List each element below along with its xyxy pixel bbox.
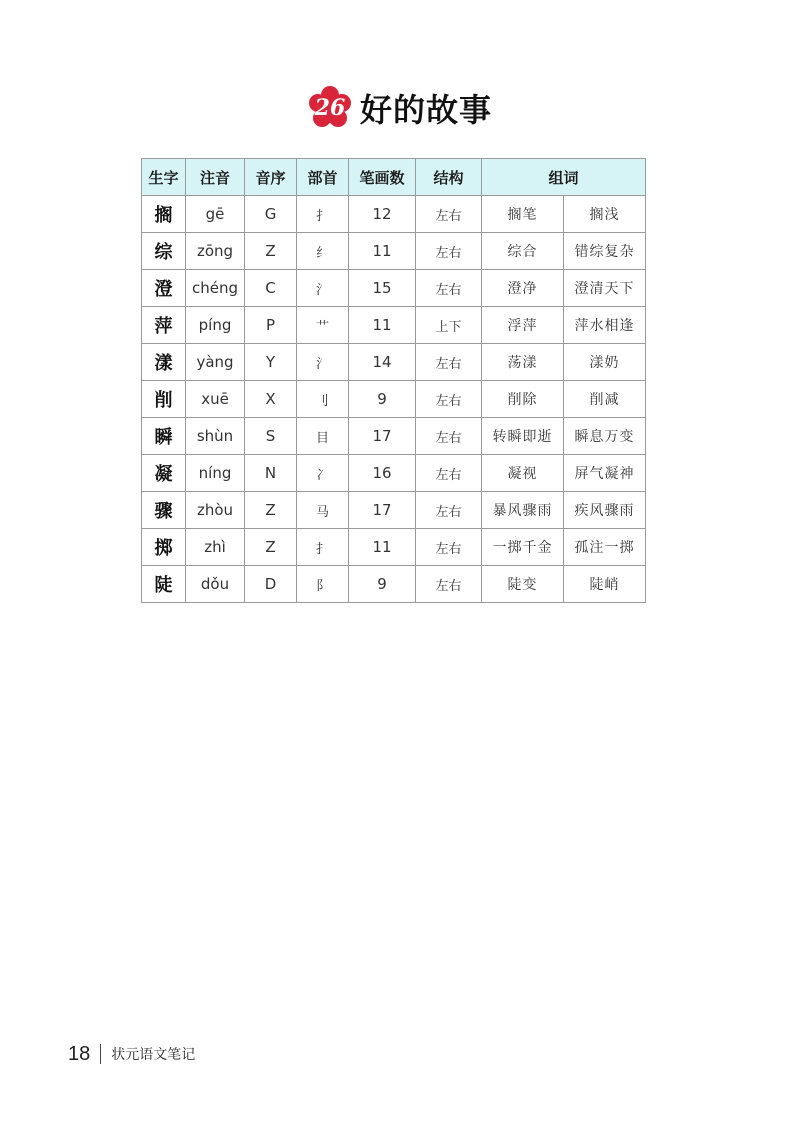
cell-structure: 左右 — [416, 529, 482, 566]
table-row — [142, 344, 646, 381]
cell-order: Z — [245, 529, 297, 566]
cell-radical: 纟 — [297, 233, 349, 270]
cell-char: 澄 — [142, 270, 186, 307]
cell-word-2: 漾奶 — [564, 344, 646, 381]
cell-word-1: 转瞬即逝 — [482, 418, 564, 455]
table-header-row — [142, 159, 646, 196]
header-char: 生字 — [142, 159, 186, 196]
cell-order: S — [245, 418, 297, 455]
cell-pinyin: xuē — [186, 381, 245, 418]
header-pinyin: 注音 — [186, 159, 245, 196]
cell-char: 骤 — [142, 492, 186, 529]
cell-structure: 左右 — [416, 492, 482, 529]
cell-pinyin: píng — [186, 307, 245, 344]
book-title: 状元语文笔记 — [111, 1047, 196, 1063]
cell-word-1: 削除 — [482, 381, 564, 418]
cell-word-2: 瞬息万变 — [564, 418, 646, 455]
page-number: 18 — [68, 1042, 91, 1065]
cell-structure: 左右 — [416, 270, 482, 307]
footer-divider — [100, 1044, 101, 1064]
cell-word-1: 浮萍 — [482, 307, 564, 344]
cell-pinyin: yàng — [186, 344, 245, 381]
cell-word-1: 陡变 — [482, 566, 564, 603]
cell-radical: 马 — [297, 492, 349, 529]
cell-strokes: 11 — [349, 307, 416, 344]
cell-char: 漾 — [142, 344, 186, 381]
cell-strokes: 9 — [349, 566, 416, 603]
table-row — [142, 492, 646, 529]
cell-word-2: 削减 — [564, 381, 646, 418]
cell-pinyin: níng — [186, 455, 245, 492]
cell-strokes: 17 — [349, 418, 416, 455]
cell-word-2: 疾风骤雨 — [564, 492, 646, 529]
cell-order: P — [245, 307, 297, 344]
cell-pinyin: dǒu — [186, 566, 245, 603]
cell-pinyin: zōng — [186, 233, 245, 270]
cell-order: D — [245, 566, 297, 603]
cell-radical: 氵 — [297, 344, 349, 381]
cell-char: 掷 — [142, 529, 186, 566]
lesson-title: 好的故事 — [359, 91, 492, 129]
cell-char: 瞬 — [142, 418, 186, 455]
table-row — [142, 307, 646, 344]
cell-radical: 艹 — [297, 307, 349, 344]
cell-order: Z — [245, 233, 297, 270]
cell-word-1: 搁笔 — [482, 196, 564, 233]
table-row — [142, 455, 646, 492]
cell-structure: 左右 — [416, 381, 482, 418]
cell-word-1: 澄净 — [482, 270, 564, 307]
table-row — [142, 196, 646, 233]
table-row — [142, 381, 646, 418]
cell-char: 萍 — [142, 307, 186, 344]
cell-order: X — [245, 381, 297, 418]
lesson-header — [0, 80, 800, 136]
cell-radical: 阝 — [297, 566, 349, 603]
cell-strokes: 17 — [349, 492, 416, 529]
cell-word-2: 澄清天下 — [564, 270, 646, 307]
cell-word-1: 荡漾 — [482, 344, 564, 381]
table-row — [142, 529, 646, 566]
page-footer — [68, 1040, 195, 1068]
cell-order: N — [245, 455, 297, 492]
cell-word-2: 屏气凝神 — [564, 455, 646, 492]
cell-radical: 扌 — [297, 529, 349, 566]
cell-order: Z — [245, 492, 297, 529]
cell-order: G — [245, 196, 297, 233]
cell-radical: 扌 — [297, 196, 349, 233]
lesson-number: 26 — [314, 95, 346, 121]
cell-strokes: 9 — [349, 381, 416, 418]
cell-radical: 氵 — [297, 270, 349, 307]
lesson-number-badge — [308, 86, 352, 130]
header-strokes: 笔画数 — [349, 159, 416, 196]
cell-strokes: 15 — [349, 270, 416, 307]
table-row — [142, 418, 646, 455]
cell-order: Y — [245, 344, 297, 381]
cell-word-2: 孤注一掷 — [564, 529, 646, 566]
cell-char: 削 — [142, 381, 186, 418]
cell-word-1: 一掷千金 — [482, 529, 564, 566]
cell-radical: 冫 — [297, 455, 349, 492]
cell-word-2: 错综复杂 — [564, 233, 646, 270]
cell-pinyin: zhì — [186, 529, 245, 566]
cell-structure: 左右 — [416, 233, 482, 270]
cell-word-2: 萍水相逢 — [564, 307, 646, 344]
cell-strokes: 14 — [349, 344, 416, 381]
cell-char: 搁 — [142, 196, 186, 233]
table-row — [142, 270, 646, 307]
vocabulary-table — [141, 158, 646, 603]
header-radical: 部首 — [297, 159, 349, 196]
cell-word-1: 暴风骤雨 — [482, 492, 564, 529]
cell-strokes: 16 — [349, 455, 416, 492]
cell-pinyin: chéng — [186, 270, 245, 307]
cell-structure: 左右 — [416, 566, 482, 603]
cell-strokes: 11 — [349, 233, 416, 270]
cell-strokes: 11 — [349, 529, 416, 566]
cell-pinyin: gē — [186, 196, 245, 233]
cell-word-2: 搁浅 — [564, 196, 646, 233]
cell-pinyin: shùn — [186, 418, 245, 455]
header-structure: 结构 — [416, 159, 482, 196]
cell-structure: 左右 — [416, 418, 482, 455]
table-row — [142, 233, 646, 270]
cell-strokes: 12 — [349, 196, 416, 233]
cell-radical: 刂 — [297, 381, 349, 418]
cell-structure: 上下 — [416, 307, 482, 344]
cell-structure: 左右 — [416, 196, 482, 233]
cell-order: C — [245, 270, 297, 307]
cell-word-2: 陡峭 — [564, 566, 646, 603]
cell-char: 综 — [142, 233, 186, 270]
cell-pinyin: zhòu — [186, 492, 245, 529]
header-order: 音序 — [245, 159, 297, 196]
cell-word-1: 综合 — [482, 233, 564, 270]
cell-word-1: 凝视 — [482, 455, 564, 492]
cell-char: 陡 — [142, 566, 186, 603]
cell-structure: 左右 — [416, 455, 482, 492]
cell-char: 凝 — [142, 455, 186, 492]
header-words: 组词 — [482, 159, 646, 196]
cell-structure: 左右 — [416, 344, 482, 381]
table-row — [142, 566, 646, 603]
cell-radical: 目 — [297, 418, 349, 455]
